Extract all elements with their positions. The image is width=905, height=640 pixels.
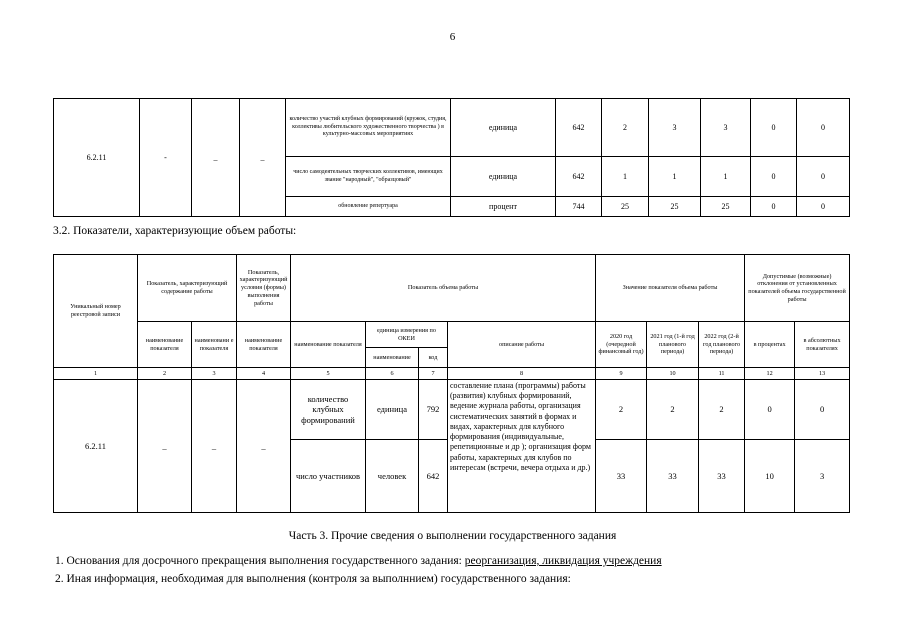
quality-indicators-table <box>53 98 850 217</box>
column-number: 6 <box>366 368 419 380</box>
indicator-name-cell: число участников <box>291 440 366 513</box>
column-number: 9 <box>596 368 647 380</box>
okei-code-header: код <box>419 348 448 368</box>
page-number: 6 <box>449 31 456 43</box>
okei-code-cell: 642 <box>556 99 602 157</box>
column-number: 2 <box>138 368 192 380</box>
value-2020-cell: 1 <box>602 157 649 197</box>
unique-number-header: Уникальный номер реестровой записи <box>54 255 138 368</box>
value-2021-cell: 2 <box>647 380 699 440</box>
column-number: 11 <box>699 368 745 380</box>
condition-indicator-cell: _ <box>240 99 286 217</box>
deviation-percent-cell: 10 <box>745 440 795 513</box>
table-row <box>54 99 850 157</box>
value-2022-cell: 1 <box>701 157 751 197</box>
deviation-absolute-cell: 3 <box>795 440 850 513</box>
section-3-2-title: 3.2. Показатели, характеризующие объем работы: <box>53 225 297 237</box>
column-number: 3 <box>192 368 237 380</box>
deviation-percent-cell: 0 <box>745 380 795 440</box>
okei-code-cell: 744 <box>556 197 602 217</box>
value-2020-cell: 33 <box>596 440 647 513</box>
okei-name-header: наименование <box>366 348 419 368</box>
work-description-cell: составление плана (программы) работы (развития) клубных формирований, ведение журнала работы, организация систематических занятий в формах и видах, характерных для клубного формирования (индивидуальные, репетиционные и др ); организация форм работы, характерных для клубов по интересам (встречи, вечера отдыха и др.) <box>448 380 596 513</box>
column-number: 1 <box>54 368 138 380</box>
early-termination-label: 1. Основания для досрочного прекращения выполнения государственного задания: <box>55 555 465 567</box>
column-number: 12 <box>745 368 795 380</box>
header-row <box>54 255 850 322</box>
table-row <box>54 380 850 440</box>
deviation-absolute-cell: 0 <box>797 197 850 217</box>
percent-header: в процентах <box>745 322 795 368</box>
unit-cell: процент <box>451 197 556 217</box>
indicator-name-header: наименование показателя <box>291 322 366 368</box>
value-2020-cell: 2 <box>596 380 647 440</box>
content-indicator-1-cell: - <box>140 99 192 217</box>
volume-indicators-table <box>53 254 850 513</box>
okei-header: единица измерения по ОКЕИ <box>366 322 448 348</box>
indicator-name-header: наименовани е показателя <box>192 322 237 368</box>
unit-cell: единица <box>451 99 556 157</box>
column-numbers-row <box>54 368 850 380</box>
deviation-percent-cell: 0 <box>751 157 797 197</box>
absolute-header: в абсолютных показателях <box>795 322 850 368</box>
volume-indicator-header: Показатель объема работы <box>291 255 596 322</box>
indicator-name-header: наименование показателя <box>138 322 192 368</box>
deviation-absolute-cell: 0 <box>797 99 850 157</box>
deviations-header: Допустимые (возможные) отклонения от установленных показателей объема государственной работы <box>745 255 850 322</box>
value-2021-cell: 25 <box>649 197 701 217</box>
content-indicator-1-cell: _ <box>138 380 192 513</box>
deviation-absolute-cell: 0 <box>797 157 850 197</box>
year-2022-header: 2022 год (2-й год планового периода) <box>699 322 745 368</box>
other-info-line: 2. Иная информация, необходимая для выполнения (контроля за выполннием) государственного задания: <box>55 573 571 585</box>
column-number: 4 <box>237 368 291 380</box>
value-2020-cell: 25 <box>602 197 649 217</box>
unit-cell: единица <box>451 157 556 197</box>
deviation-percent-cell: 0 <box>751 99 797 157</box>
deviation-absolute-cell: 0 <box>795 380 850 440</box>
early-termination-value: реорганизация, ликвидация учреждения <box>464 555 662 567</box>
conditions-indicator-header: Показатель, характеризующий условия (формы) выполнения работы <box>237 255 291 322</box>
content-indicator-2-cell: _ <box>192 99 240 217</box>
indicator-name-cell: число самодеятельных творческих коллективов, имеющих звание "народный", "образцовый" <box>286 157 451 197</box>
value-2021-cell: 1 <box>649 157 701 197</box>
year-2020-header: 2020 год (очередной финансовый год) <box>596 322 647 368</box>
year-2021-header: 2021 год (1-й год планового периода) <box>647 322 699 368</box>
description-header: описание работы <box>448 322 596 368</box>
unit-cell: человек <box>366 440 419 513</box>
okei-code-cell: 642 <box>556 157 602 197</box>
unit-cell: единица <box>366 380 419 440</box>
value-2022-cell: 33 <box>699 440 745 513</box>
content-indicator-header: Показатель, характеризующий содержание работы <box>138 255 237 322</box>
content-indicator-2-cell: _ <box>192 380 237 513</box>
column-number: 5 <box>291 368 366 380</box>
indicator-name-cell: обновление репертуара <box>286 197 451 217</box>
indicator-name-cell: количество клубных формирований <box>291 380 366 440</box>
column-number: 8 <box>448 368 596 380</box>
value-2020-cell: 2 <box>602 99 649 157</box>
value-2022-cell: 2 <box>699 380 745 440</box>
value-2021-cell: 33 <box>647 440 699 513</box>
column-number: 10 <box>647 368 699 380</box>
column-number: 13 <box>795 368 850 380</box>
okei-code-cell: 642 <box>419 440 448 513</box>
indicator-name-cell: количество участий клубных формирований (кружок, студия, коллективы любительского художественного творчества ) в культурно-массовых мероприятиях <box>286 99 451 157</box>
header-row <box>54 322 850 348</box>
condition-indicator-cell: _ <box>237 380 291 513</box>
value-2022-cell: 25 <box>701 197 751 217</box>
early-termination-line <box>55 555 662 567</box>
unique-number-cell: 6.2.11 <box>54 99 140 217</box>
deviation-percent-cell: 0 <box>751 197 797 217</box>
indicator-name-header: наименование показателя <box>237 322 291 368</box>
column-number: 7 <box>419 368 448 380</box>
unique-number-cell: 6.2.11 <box>54 380 138 513</box>
volume-value-header: Значение показателя объема работы <box>596 255 745 322</box>
value-2022-cell: 3 <box>701 99 751 157</box>
value-2021-cell: 3 <box>649 99 701 157</box>
okei-code-cell: 792 <box>419 380 448 440</box>
part-3-title: Часть 3. Прочие сведения о выполнении государственного задания <box>288 530 617 542</box>
